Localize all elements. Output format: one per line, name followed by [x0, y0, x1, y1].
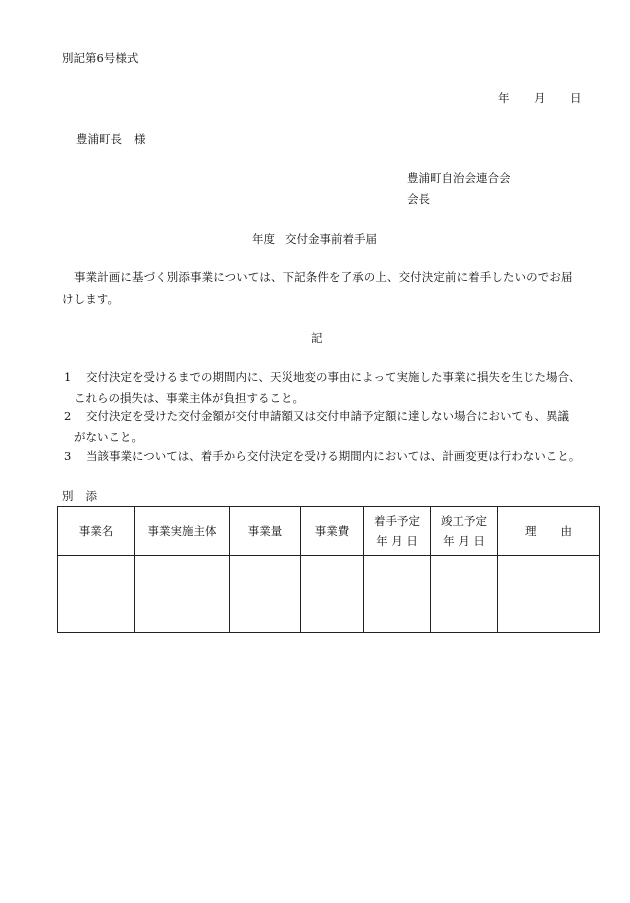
header-start-ymd: 年 月 日 — [376, 534, 418, 548]
header-project-cost: 事業費 — [301, 507, 364, 556]
date-year-label: 年 — [498, 91, 510, 105]
condition-continuation: がないこと。 — [74, 430, 143, 444]
cell-finish-date[interactable] — [431, 556, 498, 633]
cell-project-name[interactable] — [58, 556, 135, 633]
header-reason-char-1: 理 — [525, 524, 537, 538]
condition-item — [62, 446, 592, 467]
condition-number: 3 — [64, 449, 72, 463]
header-reason-char-2: 由 — [560, 524, 572, 538]
document-title — [252, 231, 377, 247]
cell-start-date[interactable] — [364, 556, 431, 633]
applicant-title: 会長 — [407, 192, 430, 206]
condition-text: 交付決定を受けた交付金額が交付申請額又は交付申請予定額に達しない場合においても、異議 — [86, 409, 569, 423]
body-text: 事業計画に基づく別添事業については、下記条件を了承の上、交付決定前に着手したいのでお届けします。 — [62, 270, 573, 306]
date-day-label: 日 — [570, 91, 582, 105]
condition-item — [62, 367, 592, 409]
date-line — [498, 90, 582, 106]
condition-number: 2 — [64, 409, 72, 423]
addressee-name: 豊浦町長 — [76, 132, 122, 146]
form-number: 別記第6号様式 — [62, 51, 139, 65]
header-start-date — [364, 507, 431, 556]
header-project-name: 事業名 — [58, 507, 135, 556]
document-title-text: 交付金事前着手届 — [285, 232, 377, 246]
header-reason — [498, 507, 600, 556]
condition-item — [62, 406, 592, 448]
table-row — [58, 556, 600, 633]
header-finish-label: 竣工予定 — [441, 514, 487, 528]
date-month-label: 月 — [534, 91, 546, 105]
header-finish-ymd: 年 月 日 — [443, 534, 485, 548]
ki-heading: 記 — [311, 331, 323, 345]
project-table — [57, 506, 600, 633]
table-header-row — [58, 507, 600, 556]
cell-reason[interactable] — [498, 556, 600, 633]
condition-text: 交付決定を受けるまでの期間内に、天災地変の事由によって実施した事業に損失を生じた場合、 — [86, 370, 581, 384]
header-implementing-entity: 事業実施主体 — [135, 507, 230, 556]
cell-project-quantity[interactable] — [230, 556, 301, 633]
addressee-honorific: 様 — [134, 132, 146, 146]
addressee — [76, 131, 146, 147]
header-project-quantity: 事業量 — [230, 507, 301, 556]
cell-implementing-entity[interactable] — [135, 556, 230, 633]
condition-text: 当該事業については、着手から交付決定を受ける期間内においては、計画変更は行わないこと。 — [86, 449, 581, 463]
condition-number: 1 — [64, 370, 72, 384]
cell-project-cost[interactable] — [301, 556, 364, 633]
fiscal-year-label: 年度 — [252, 232, 275, 246]
header-start-label: 着手予定 — [374, 514, 420, 528]
condition-continuation: これらの損失は、事業主体が負担すること。 — [74, 391, 304, 405]
applicant-org: 豊浦町自治会連合会 — [407, 171, 511, 185]
header-finish-date — [431, 507, 498, 556]
attachment-label: 別添 — [62, 489, 109, 503]
